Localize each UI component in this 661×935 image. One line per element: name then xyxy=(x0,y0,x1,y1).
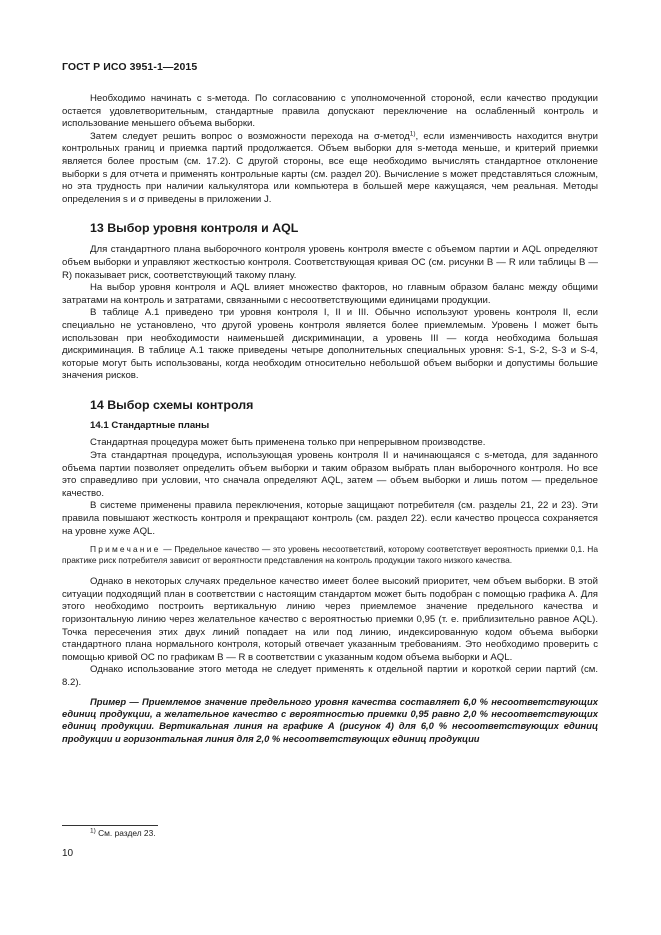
footnote-marker: 1) xyxy=(90,827,96,835)
note xyxy=(62,544,598,566)
section-14-paragraph-3: В системе применены правила переключения, которые защищают потребителя (см. разделы 21, 22 и 23). Эти правила повышают жесткость контроля и прекращают контроль (см. раздел 22). если качество процесса сохраняется на уровне хуже AQL. xyxy=(62,500,598,537)
section-14-paragraph-1: Стандартная процедура может быть применена только при непрерывном производстве. xyxy=(90,437,486,449)
section-14-paragraph-5: Однако использование этого метода не следует применять к отдельной партии и короткой серии партий (см. 8.2). xyxy=(62,664,598,688)
section-14-heading: 14 Выбор схемы контроля xyxy=(90,397,254,412)
body-text xyxy=(62,93,598,745)
intro-paragraph-2 xyxy=(62,131,598,207)
subsection-14-1-heading: 14.1 Стандартные планы xyxy=(90,419,210,431)
example-paragraph: Пример — Приемлемое значение предельного уровня качества составляет 6,0 % несоответствующих единиц продукции, а желательное качество с вероятностью приемки 0,95 равно 2,0 % несоответствующих единиц продукции. Вертикальная линия на графике А (рисунок 4) для 6,0 % несоответствующих единиц продукции и горизонтальная линия для 2,0 % несоответствующих единиц продукции xyxy=(62,695,598,744)
section-13-heading: 13 Выбор уровня контроля и AQL xyxy=(90,221,299,236)
section-14-paragraph-2: Эта стандартная процедура, использующая уровень контроля II и начинающаяся с s-метода, для заданного объема партии позволяет определить объем выборки и таким образом выбрать план выборочного контроля. Но все это справедливо при условии, что сначала определяют AQL, затем — объем выборки и лишь потом — предельное качество. xyxy=(62,450,598,499)
section-13-paragraph-1: Для стандартного плана выборочного контроля уровень контроля вместе с объемом партии и AQL определяют объем выборки и управляют жесткостью контроля. Соответствующая кривая ОС (см. рисунки В — R или таблицы В — R) показывает риск, соответствующий такому плану. xyxy=(62,244,598,281)
section-14-paragraph-4: Однако в некоторых случаях предельное качество имеет более высокий приоритет, чем объем выборки. В этой ситуации подходящий план в соответствии с настоящим стандартом может быть подобран с помощью графика А. Для этого необходимо построить вертикальную линию через приемлемое значение предельного качества и горизонтальную линию через желательное качество с вероятностью приемки 0,95 (т. е. приблизительно равное AQL). Точка пересечения этих двух линий попадает на или под линию, индексированную кодом объема выборки стандартного плана нормального контроля, который отвечает указанным требованиям. Это необходимо проверить с помощью кривой ОС по графикам В — R в соответствии с указанным кодом объема выборки и AQL. xyxy=(62,576,598,663)
footnote-reference[interactable]: 1) xyxy=(409,130,416,138)
page-number: 10 xyxy=(62,848,74,859)
section-13-paragraph-3: В таблице А.1 приведено три уровня контроля I, II и III. Обычно используют уровень контроля II, если специально не установлено, что другой уровень контроля является более приемлемым. Уровень I может быть использован при необходимости наименьшей дискриминации, а уровень III — когда необходима большая дискриминация. В таблице А.1 также приведены четыре дополнительных специальных уровня: S-1, S-2, S-3 и S-4, которые могут быть использованы, когда необходим относительно небольшой объем выборки и допустимы большие значения рисков. xyxy=(62,307,598,382)
note-text: — Предельное качество — это уровень несоответствий, которому соответствует вероятность приемки 0,1. На практике риск потребителя зависит от вероятности представления на контроль продукции такого низкого качества. xyxy=(62,544,598,566)
intro-paragraph-2-part-a: Затем следует решить вопрос о возможности перехода на σ-метод xyxy=(90,130,410,142)
footnote xyxy=(90,828,156,839)
intro-paragraph-1: Необходимо начинать с s-метода. По согласованию с уполномоченной стороной, если качество продукции остается удовлетворительным, стандартные правила допускают переключение на ослабленный контроль и использование меньшего объема выборки. xyxy=(62,93,598,130)
intro-paragraph-2-part-b: , если изменчивость находится внутри контрольных границ и приемка партий продолжается. Объем выборки для s-метода меньше, и критерий приемки является более простым (см. 17.2). С другой стороны, все еще необходимо вычислять стандартное отклонение выборки s для отчета и применять контрольные карты (см. раздел 20). Вычисление s может представляться сложным, но эта трудность при наличии калькулятора или компьютера в большей мере кажущаяся, чем реальная. Методы определения s и σ приведены в приложении J. xyxy=(62,130,598,205)
section-13-paragraph-2: На выбор уровня контроля и AQL влияет множество факторов, но главным образом баланс между общими затратами на контроль и затратами, связанными с несоответствующими единицами продукции. xyxy=(62,282,598,306)
note-label: Примечание xyxy=(90,544,161,555)
standard-header: ГОСТ Р ИСО 3951-1—2015 xyxy=(62,61,198,73)
footnote-divider xyxy=(62,825,158,826)
footnote-text: См. раздел 23. xyxy=(95,828,156,838)
